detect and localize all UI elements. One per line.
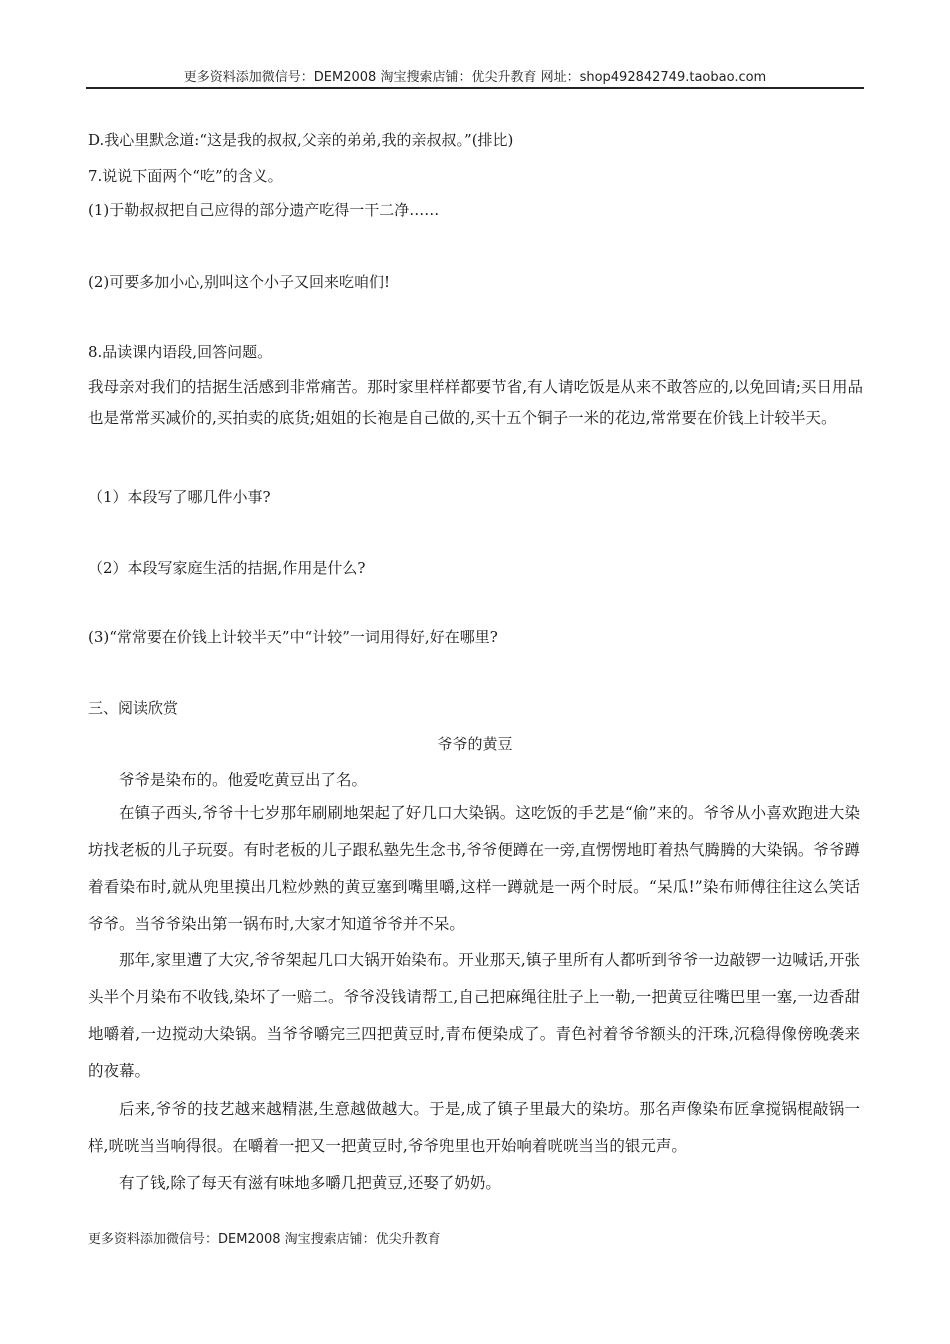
question-8-stem: 8.品读课内语段,回答问题。 xyxy=(88,343,273,361)
question-8-sub-2: （2）本段写家庭生活的拮据,作用是什么? xyxy=(88,559,366,577)
option-d: D.我心里默念道:“这是我的叔叔,父亲的弟弟,我的亲叔叔。”(排比) xyxy=(88,131,514,149)
article-title: 爷爷的黄豆 xyxy=(437,735,513,753)
question-7-sub-1: (1)于勒叔叔把自己应得的部分遗产吃得一干二净…… xyxy=(88,201,440,219)
question-7-sub-2: (2)可要多加小心,别叫这个小子又回来吃咱们! xyxy=(88,273,391,291)
header-divider xyxy=(86,87,864,89)
article-paragraph-5: 有了钱,除了每天有滋有味地多嚼几把黄豆,还娶了奶奶。 xyxy=(119,1174,501,1192)
question-8-passage: 我母亲对我们的拮据生活感到非常痛苦。那时家里样样都要节省,有人请吃饭是从来不敢答应的,以免回请;买日用品也是常常买减价的,买拍卖的底货;姐姐的长袍是自己做的,买十五个铜子一米的花边,常常要在价钱上计较半天。 xyxy=(88,378,863,427)
page-footer: 更多资料添加微信号：DEM2008 淘宝搜索店铺：优尖升教育 xyxy=(88,1232,441,1247)
question-8-sub-3: (3)“常常要在价钱上计较半天”中“计较”一词用得好,好在哪里? xyxy=(88,628,498,646)
article-paragraph-2: 在镇子西头,爷爷十七岁那年刷刷地架起了好几口大染锅。这吃饭的手艺是“偷”来的。爷爷从小喜欢跑进大染坊找老板的儿子玩耍。有时老板的儿子跟私塾先生念书,爷爷便蹲在一旁,直愣愣地盯着热气腾腾的大染锅。爷爷蹲着看染布时,就从兜里摸出几粒炒熟的黄豆塞到嘴里嚼,这样一蹲就是一两个时辰。“呆瓜!”染布师傅往往这么笑话爷爷。当爷爷染出第一锅布时,大家才知道爷爷并不呆。 xyxy=(88,804,860,933)
page-header: 更多资料添加微信号：DEM2008 淘宝搜索店铺：优尖升教育 网址：shop492842749.taobao.com xyxy=(183,70,767,85)
question-7-stem: 7.说说下面两个“吃”的含义。 xyxy=(88,167,283,185)
article-paragraph-3: 那年,家里遭了大灾,爷爷架起几口大锅开始染布。开业那天,镇子里所有人都听到爷爷一边敲锣一边喊话,开张头半个月染布不收钱,染坏了一赔二。爷爷没钱请帮工,自己把麻绳往肚子上一勒,一把黄豆往嘴巴里一塞,一边香甜地嚼着,一边搅动大染锅。当爷爷嚼完三四把黄豆时,青布便染成了。青色衬着爷爷额头的汗珠,沉稳得像傍晚袭来的夜幕。 xyxy=(88,951,860,1080)
question-8-sub-1: （1）本段写了哪几件小事? xyxy=(88,488,271,506)
article-paragraph-1: 爷爷是染布的。他爱吃黄豆出了名。 xyxy=(119,771,368,789)
section-3-heading: 三、阅读欣赏 xyxy=(88,699,179,717)
article-paragraph-4: 后来,爷爷的技艺越来越精湛,生意越做越大。于是,成了镇子里最大的染坊。那名声像染布匠拿搅锅棍敲锅一样,咣咣当当响得很。在嚼着一把又一把黄豆时,爷爷兜里也开始响着咣咣当当的银元声。 xyxy=(88,1100,860,1155)
